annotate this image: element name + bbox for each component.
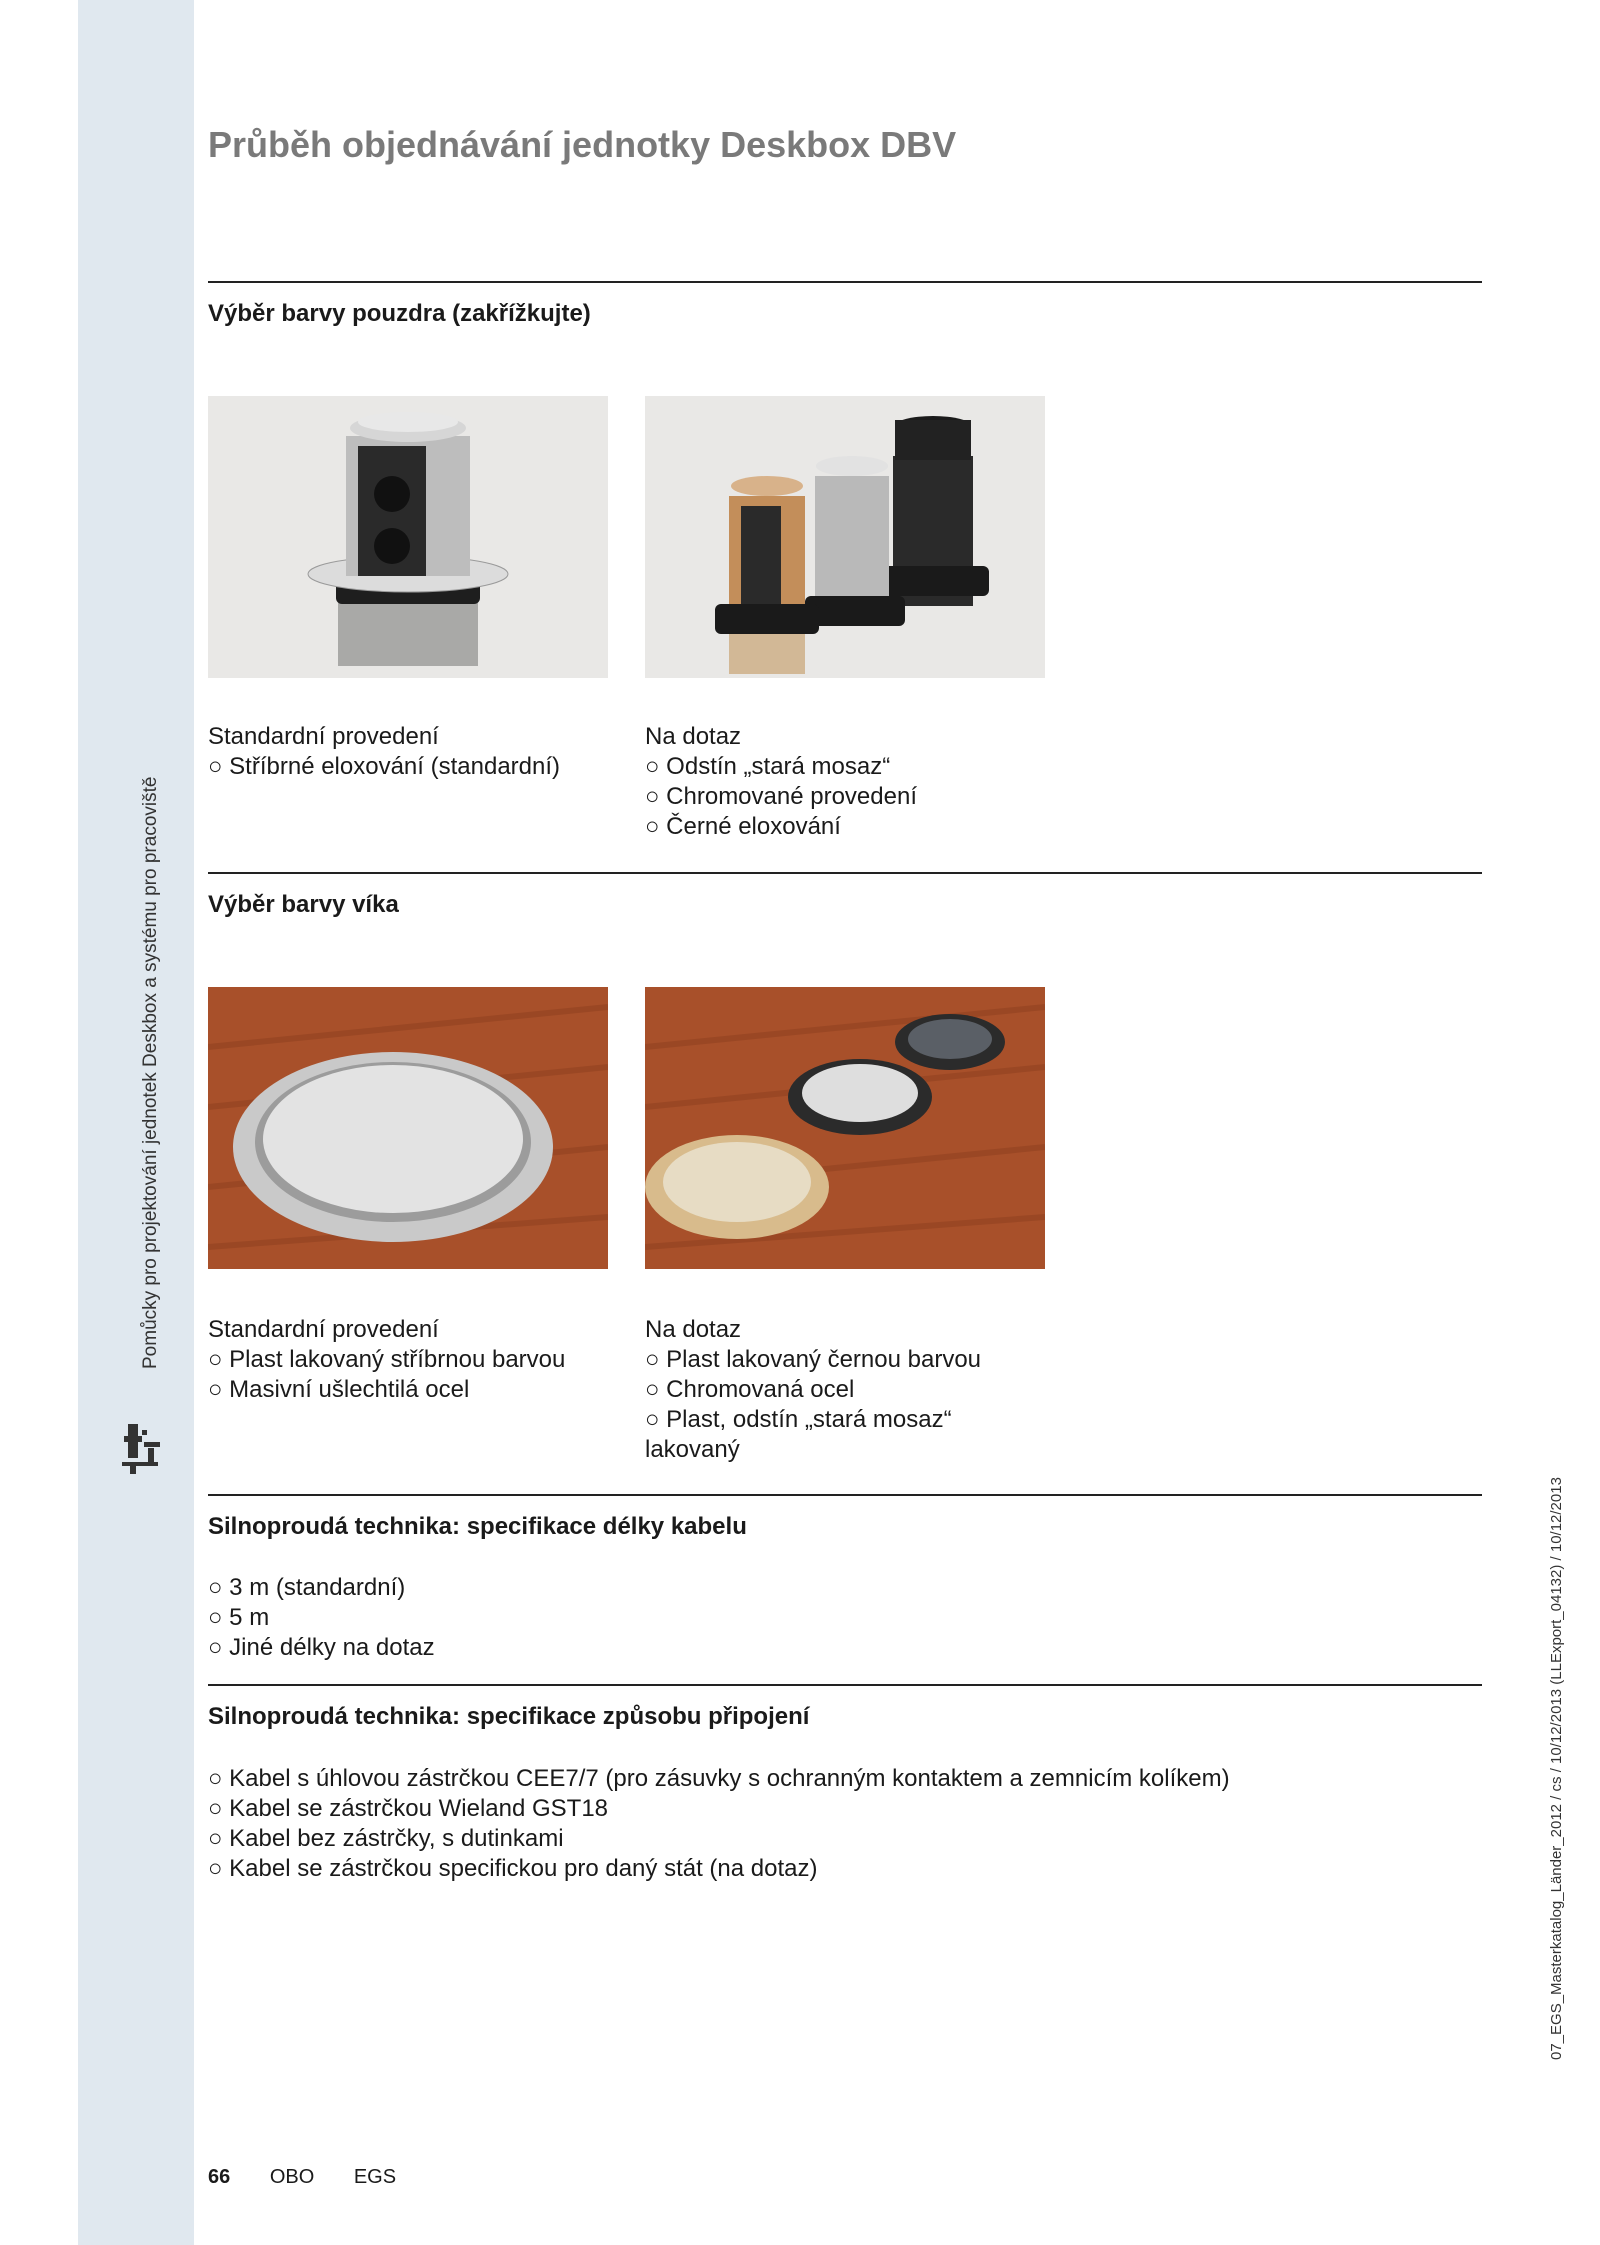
on-request-heading: Na dotaz: [645, 723, 742, 750]
divider: [208, 872, 1482, 874]
housing-on-request-block: [645, 722, 917, 842]
checkbox-option[interactable]: ○ Jiné délky na dotaz: [208, 1633, 435, 1663]
divider: [208, 1684, 1482, 1686]
deskbox-icon: [118, 1420, 168, 1478]
sidebar-strip: [78, 0, 194, 2245]
checkbox-option[interactable]: ○ 5 m: [208, 1603, 435, 1633]
connection-heading: Silnoproudá technika: specifikace způsobu připojení: [208, 1703, 810, 1730]
standard-heading: Standardní provedení: [208, 723, 439, 750]
checkbox-option[interactable]: ○ Stříbrné eloxování (standardní): [208, 752, 560, 782]
page-footer: [208, 2166, 430, 2189]
divider: [208, 281, 1482, 283]
divider: [208, 1494, 1482, 1496]
checkbox-option[interactable]: ○ Kabel se zástrčkou specifickou pro daný stát (na dotaz): [208, 1854, 1230, 1884]
checkbox-option[interactable]: ○ Plast lakovaný stříbrnou barvou: [208, 1345, 565, 1375]
checkbox-option[interactable]: ○ Masivní ušlechtilá ocel: [208, 1375, 565, 1405]
lid-heading: Výběr barvy víka: [208, 891, 399, 918]
housing-heading: Výběr barvy pouzdra (zakřížkujte): [208, 300, 591, 327]
checkbox-option[interactable]: ○ Černé eloxování: [645, 812, 917, 842]
page-number: 66: [208, 2166, 231, 2188]
lid-on-request-block: [645, 1315, 981, 1465]
division-name: EGS: [353, 2166, 397, 2188]
lid-variants-photo: [645, 987, 1045, 1269]
checkbox-option[interactable]: ○ Plast lakovaný černou barvou: [645, 1345, 981, 1375]
checkbox-option[interactable]: ○ Kabel s úhlovou zástrčkou CEE7/7 (pro zásuvky s ochranným kontaktem a zemnicím kolíkem): [208, 1764, 1230, 1794]
on-request-heading: Na dotaz: [645, 1316, 742, 1343]
checkbox-option[interactable]: ○ Odstín „stará mosaz“: [645, 752, 917, 782]
checkbox-option[interactable]: ○ Chromovaná ocel: [645, 1375, 981, 1405]
checkbox-option[interactable]: ○ Kabel se zástrčkou Wieland GST18: [208, 1794, 1230, 1824]
color-variants-photo: [645, 396, 1045, 678]
lid-standard-block: [208, 1315, 565, 1405]
checkbox-option[interactable]: ○ Plast, odstín „stará mosaz“: [645, 1405, 981, 1435]
silver-lid-photo: [208, 987, 608, 1269]
silver-deskbox-photo: [208, 396, 608, 678]
checkbox-option[interactable]: ○ Chromované provedení: [645, 782, 917, 812]
connection-block: [208, 1764, 1230, 1884]
brand-name: OBO: [269, 2166, 315, 2188]
housing-standard-block: [208, 722, 560, 782]
cable-length-block: [208, 1573, 435, 1663]
page-title: Průběh objednávání jednotky Deskbox DBV: [208, 124, 957, 165]
checkbox-option[interactable]: ○ 3 m (standardní): [208, 1573, 435, 1603]
cable-length-heading: Silnoproudá technika: specifikace délky kabelu: [208, 1513, 747, 1540]
option-continuation: lakovaný: [645, 1436, 740, 1463]
checkbox-option[interactable]: ○ Kabel bez zástrčky, s dutinkami: [208, 1824, 1230, 1854]
standard-heading: Standardní provedení: [208, 1316, 439, 1343]
